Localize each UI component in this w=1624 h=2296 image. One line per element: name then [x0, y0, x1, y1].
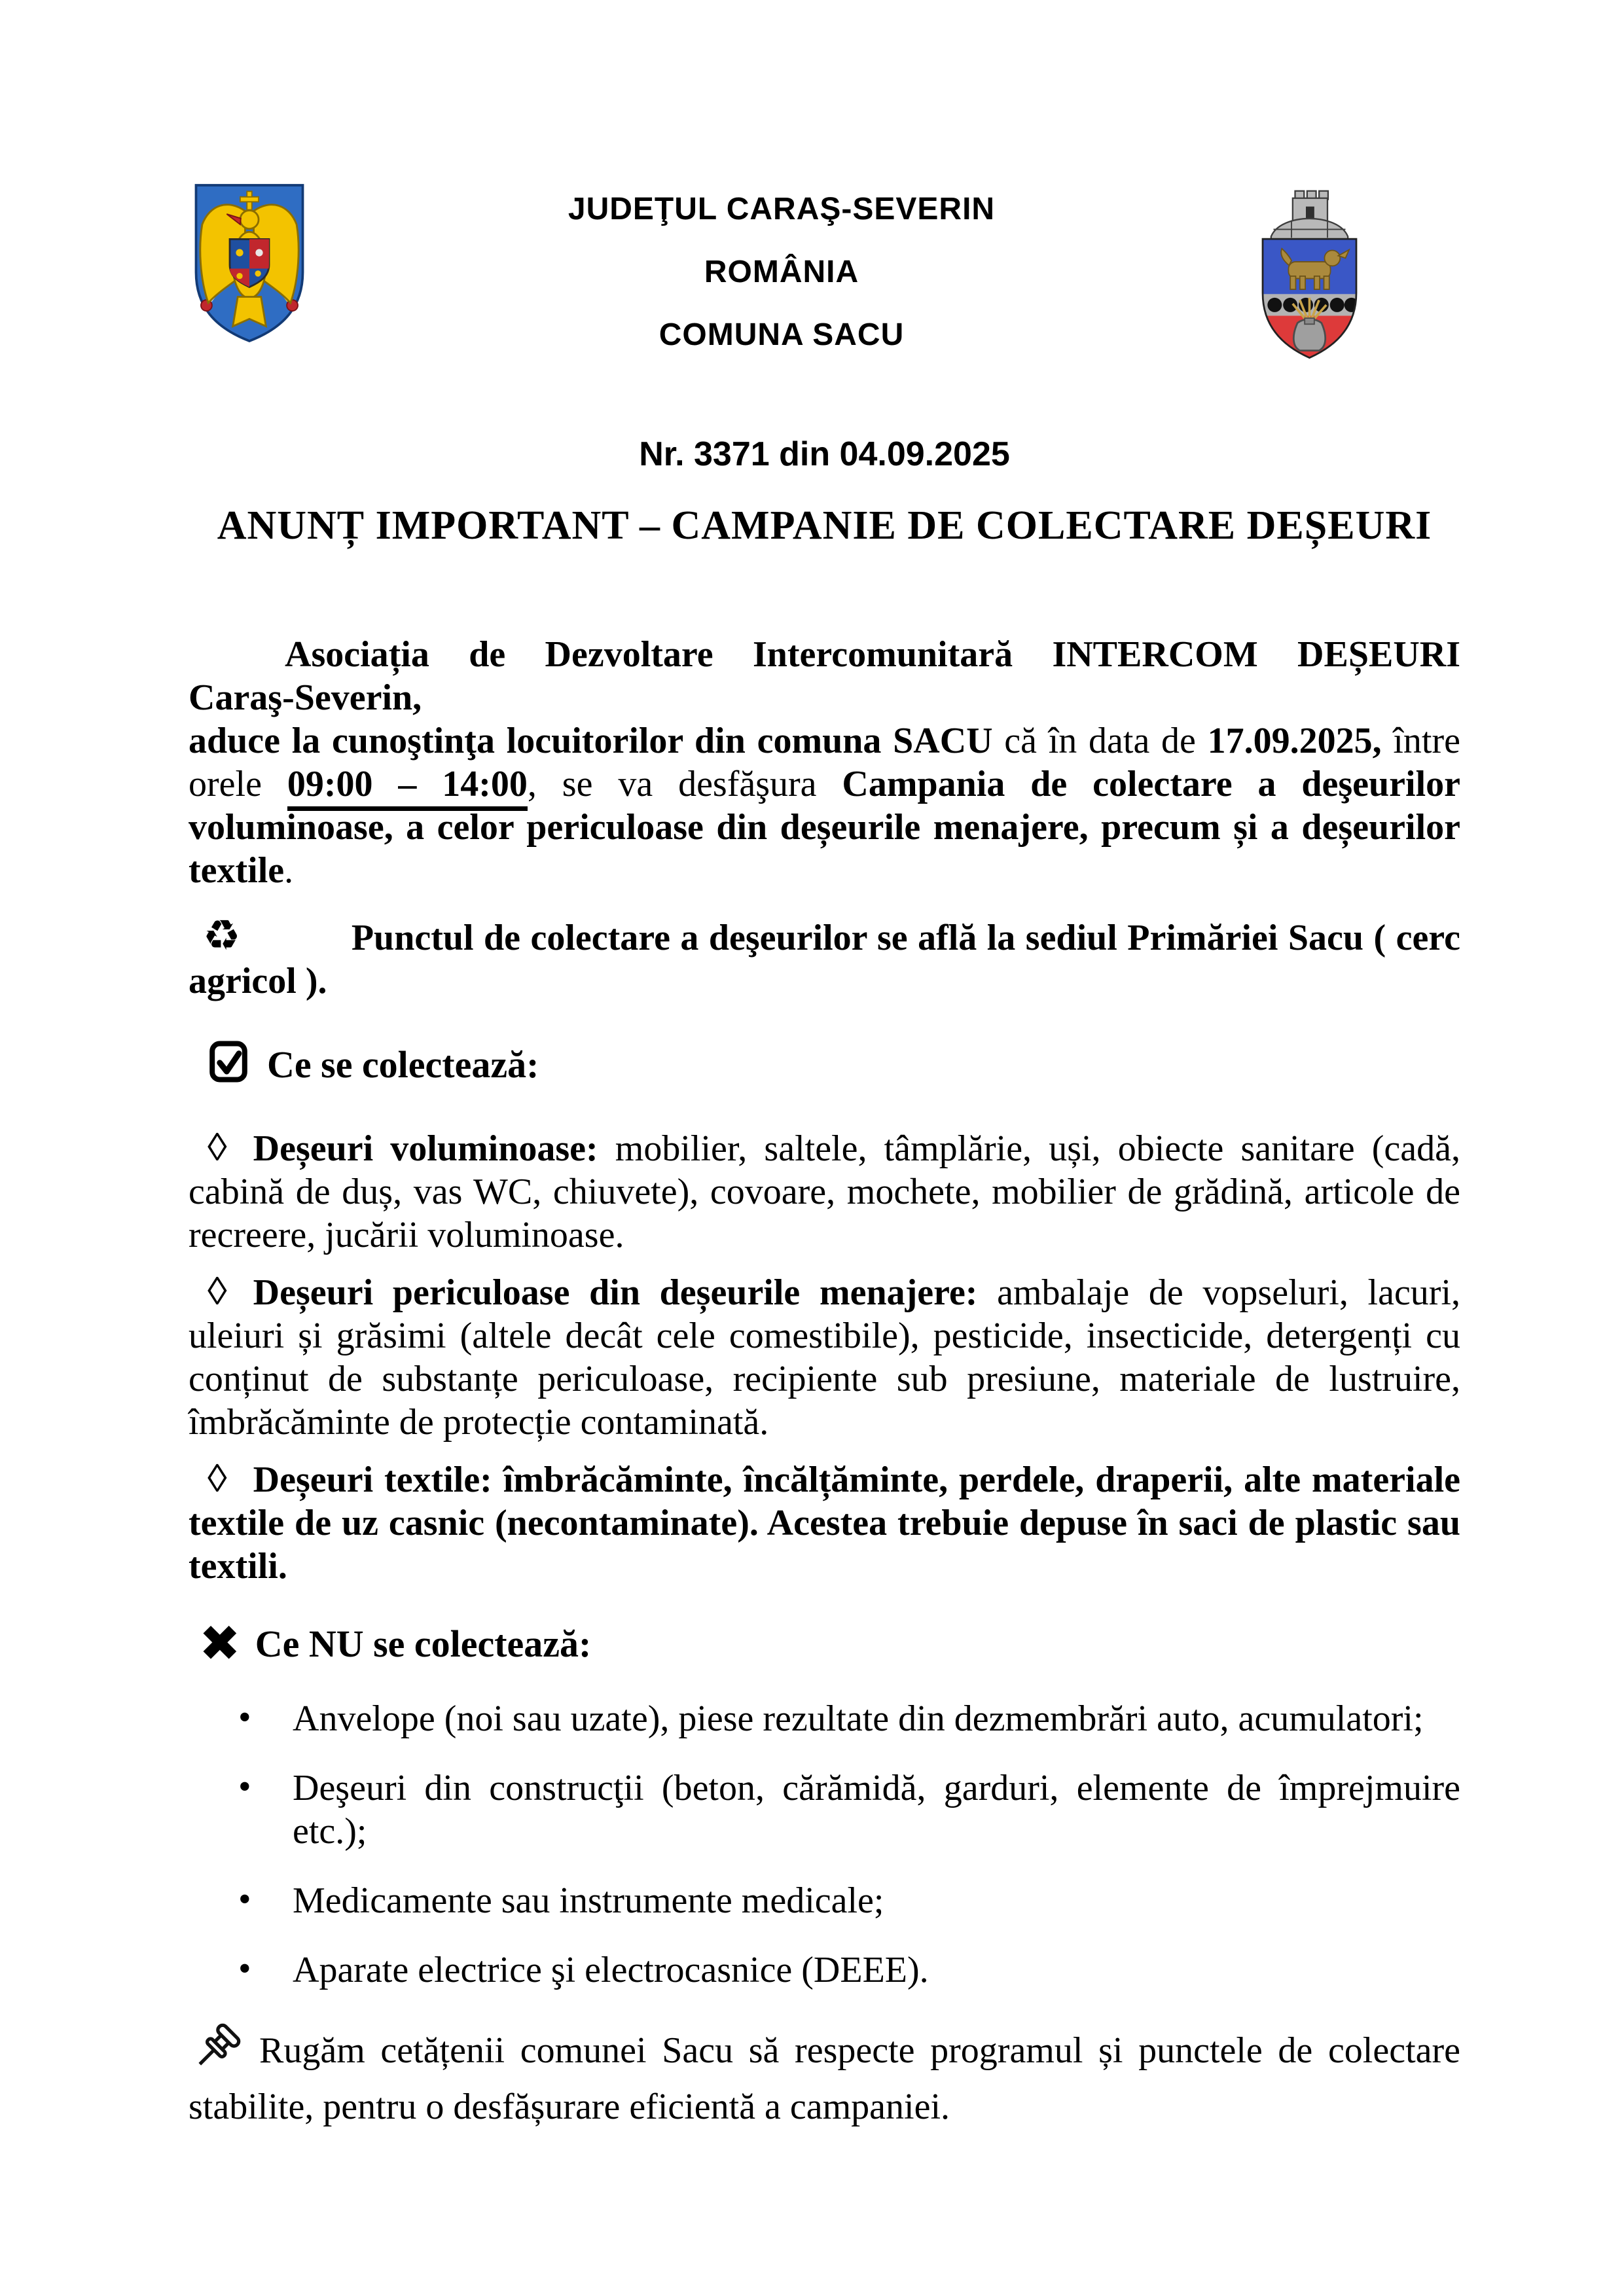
- not-collected-section-heading: [189, 1614, 1460, 1672]
- checkbox-checked-icon: [198, 1037, 249, 1096]
- bullet-dot-icon: •: [238, 1697, 251, 1738]
- list-item: [189, 1697, 1460, 1740]
- x-mark-icon: ✖: [199, 1614, 241, 1672]
- header-commune: COMUNA SACU: [659, 317, 905, 352]
- collection-point-paragraph: [189, 914, 1460, 1003]
- header-county: JUDEŢUL CARAŞ-SEVERIN: [568, 192, 996, 226]
- not-collected-item-medical: Medicamente sau instrumente medicale;: [293, 1880, 884, 1921]
- not-collected-item-electrical: Aparate electrice şi electrocasnice (DEEE).: [293, 1950, 929, 1990]
- not-collected-list: [189, 1697, 1460, 1992]
- bullet-dot-icon: •: [238, 1767, 251, 1807]
- intro-date: 17.09.2025,: [1207, 721, 1382, 761]
- pushpin-icon: [189, 2022, 242, 2085]
- collected-item-bulky: [189, 1126, 1460, 1257]
- document-header: [189, 175, 1460, 372]
- closing-text: Rugăm cetățenii comunei Sacu să respecte programul și punctele de colectare stabilite, pentru o desfășurare eficientă a campaniei.: [189, 2030, 1460, 2127]
- intro-hours: 09:00 – 14:00: [287, 764, 528, 811]
- recycle-icon: ♻: [203, 912, 242, 960]
- collected-section-heading: [189, 1037, 1460, 1096]
- intro-will: , se va desfăşura: [527, 764, 842, 804]
- collected-item-textile-lead: Deșeuri textile:: [253, 1460, 492, 1500]
- intro-period: .: [284, 850, 294, 891]
- header-text-block: [308, 175, 1255, 367]
- intro-paragraph: [189, 633, 1460, 892]
- bullet-dot-icon: •: [238, 1948, 251, 1989]
- list-item: [189, 1948, 1460, 1992]
- header-country: ROMÂNIA: [704, 255, 859, 289]
- collected-heading-label: Ce se colectează:: [267, 1043, 539, 1086]
- collected-item-textile: [189, 1457, 1460, 1588]
- diamond-bullet-icon: ◊: [208, 1270, 227, 1313]
- list-item: [189, 1767, 1460, 1853]
- collected-item-bulky-rest: mobilier, saltele, tâmplărie, uși, obiecte sanitare (cadă, cabină de duș, vas WC, chiuvete), covoare, mochete, mobilier de grădină, articole de recreere, jucării voluminoase.: [189, 1128, 1460, 1255]
- diamond-bullet-icon: ◊: [208, 1457, 227, 1500]
- closing-paragraph: [189, 2022, 1460, 2128]
- intro-that: că în data de: [992, 721, 1208, 761]
- bullet-dot-icon: •: [238, 1879, 251, 1920]
- romania-coat-of-arms-icon: [191, 175, 308, 354]
- collected-item-hazardous-lead: Deșeuri periculoase din deșeurile menajere:: [253, 1272, 978, 1313]
- sacu-coat-of-arms-icon: [1255, 175, 1363, 372]
- intro-announce: aduce la cunoştinţa locuitorilor din comuna SACU: [189, 721, 993, 761]
- intro-details: [189, 719, 1460, 892]
- page-title: ANUNȚ IMPORTANT – CAMPANIE DE COLECTARE DEȘEURI: [217, 503, 1432, 548]
- registration-number: Nr. 3371 din 04.09.2025: [639, 435, 1010, 473]
- not-collected-item-construction: Deşeuri din construcţii (beton, cărămidă, garduri, elemente de împrejmuire etc.);: [293, 1768, 1460, 1852]
- collected-item-hazardous: [189, 1270, 1460, 1444]
- intro-between: între orele: [189, 721, 1460, 804]
- intro-association-line: Asociația de Dezvoltare Intercomunitară INTERCOM DEȘEURI: [285, 634, 1460, 675]
- collected-item-bulky-lead: Deșeuri voluminoase:: [253, 1128, 598, 1169]
- intro-campaign: Campania de colectare a deşeurilor voluminoase, a celor periculoase din deșeurile menajere, precum și a deșeurilor textile: [189, 764, 1460, 891]
- collected-item-textile-rest: îmbrăcăminte, încălțăminte, perdele, draperii, alte materiale textile de uz casnic (necontaminate). Acestea trebuie depuse în saci de plastic sau textili.: [189, 1460, 1460, 1587]
- intro-county-line: Caraş-Severin,: [189, 677, 422, 718]
- collected-item-hazardous-rest: ambalaje de vopseluri, lacuri, uleiuri și grăsimi (altele decât cele comestibile), pesticide, insecticide, detergenți cu conținut de substanțe periculoase, recipiente sub presiune, materiale de lustruire, îmbrăcăminte de protecție contaminată.: [189, 1272, 1460, 1443]
- diamond-bullet-icon: ◊: [208, 1126, 227, 1169]
- not-collected-heading-label: Ce NU se colectează:: [255, 1623, 592, 1665]
- not-collected-item-tires: Anvelope (noi sau uzate), piese rezultate din dezmembrări auto, acumulatori;: [293, 1698, 1424, 1739]
- list-item: [189, 1879, 1460, 1922]
- collection-point-text: Punctul de colectare a deşeurilor se află la sediul Primăriei Sacu ( cerc agricol ).: [189, 918, 1460, 1001]
